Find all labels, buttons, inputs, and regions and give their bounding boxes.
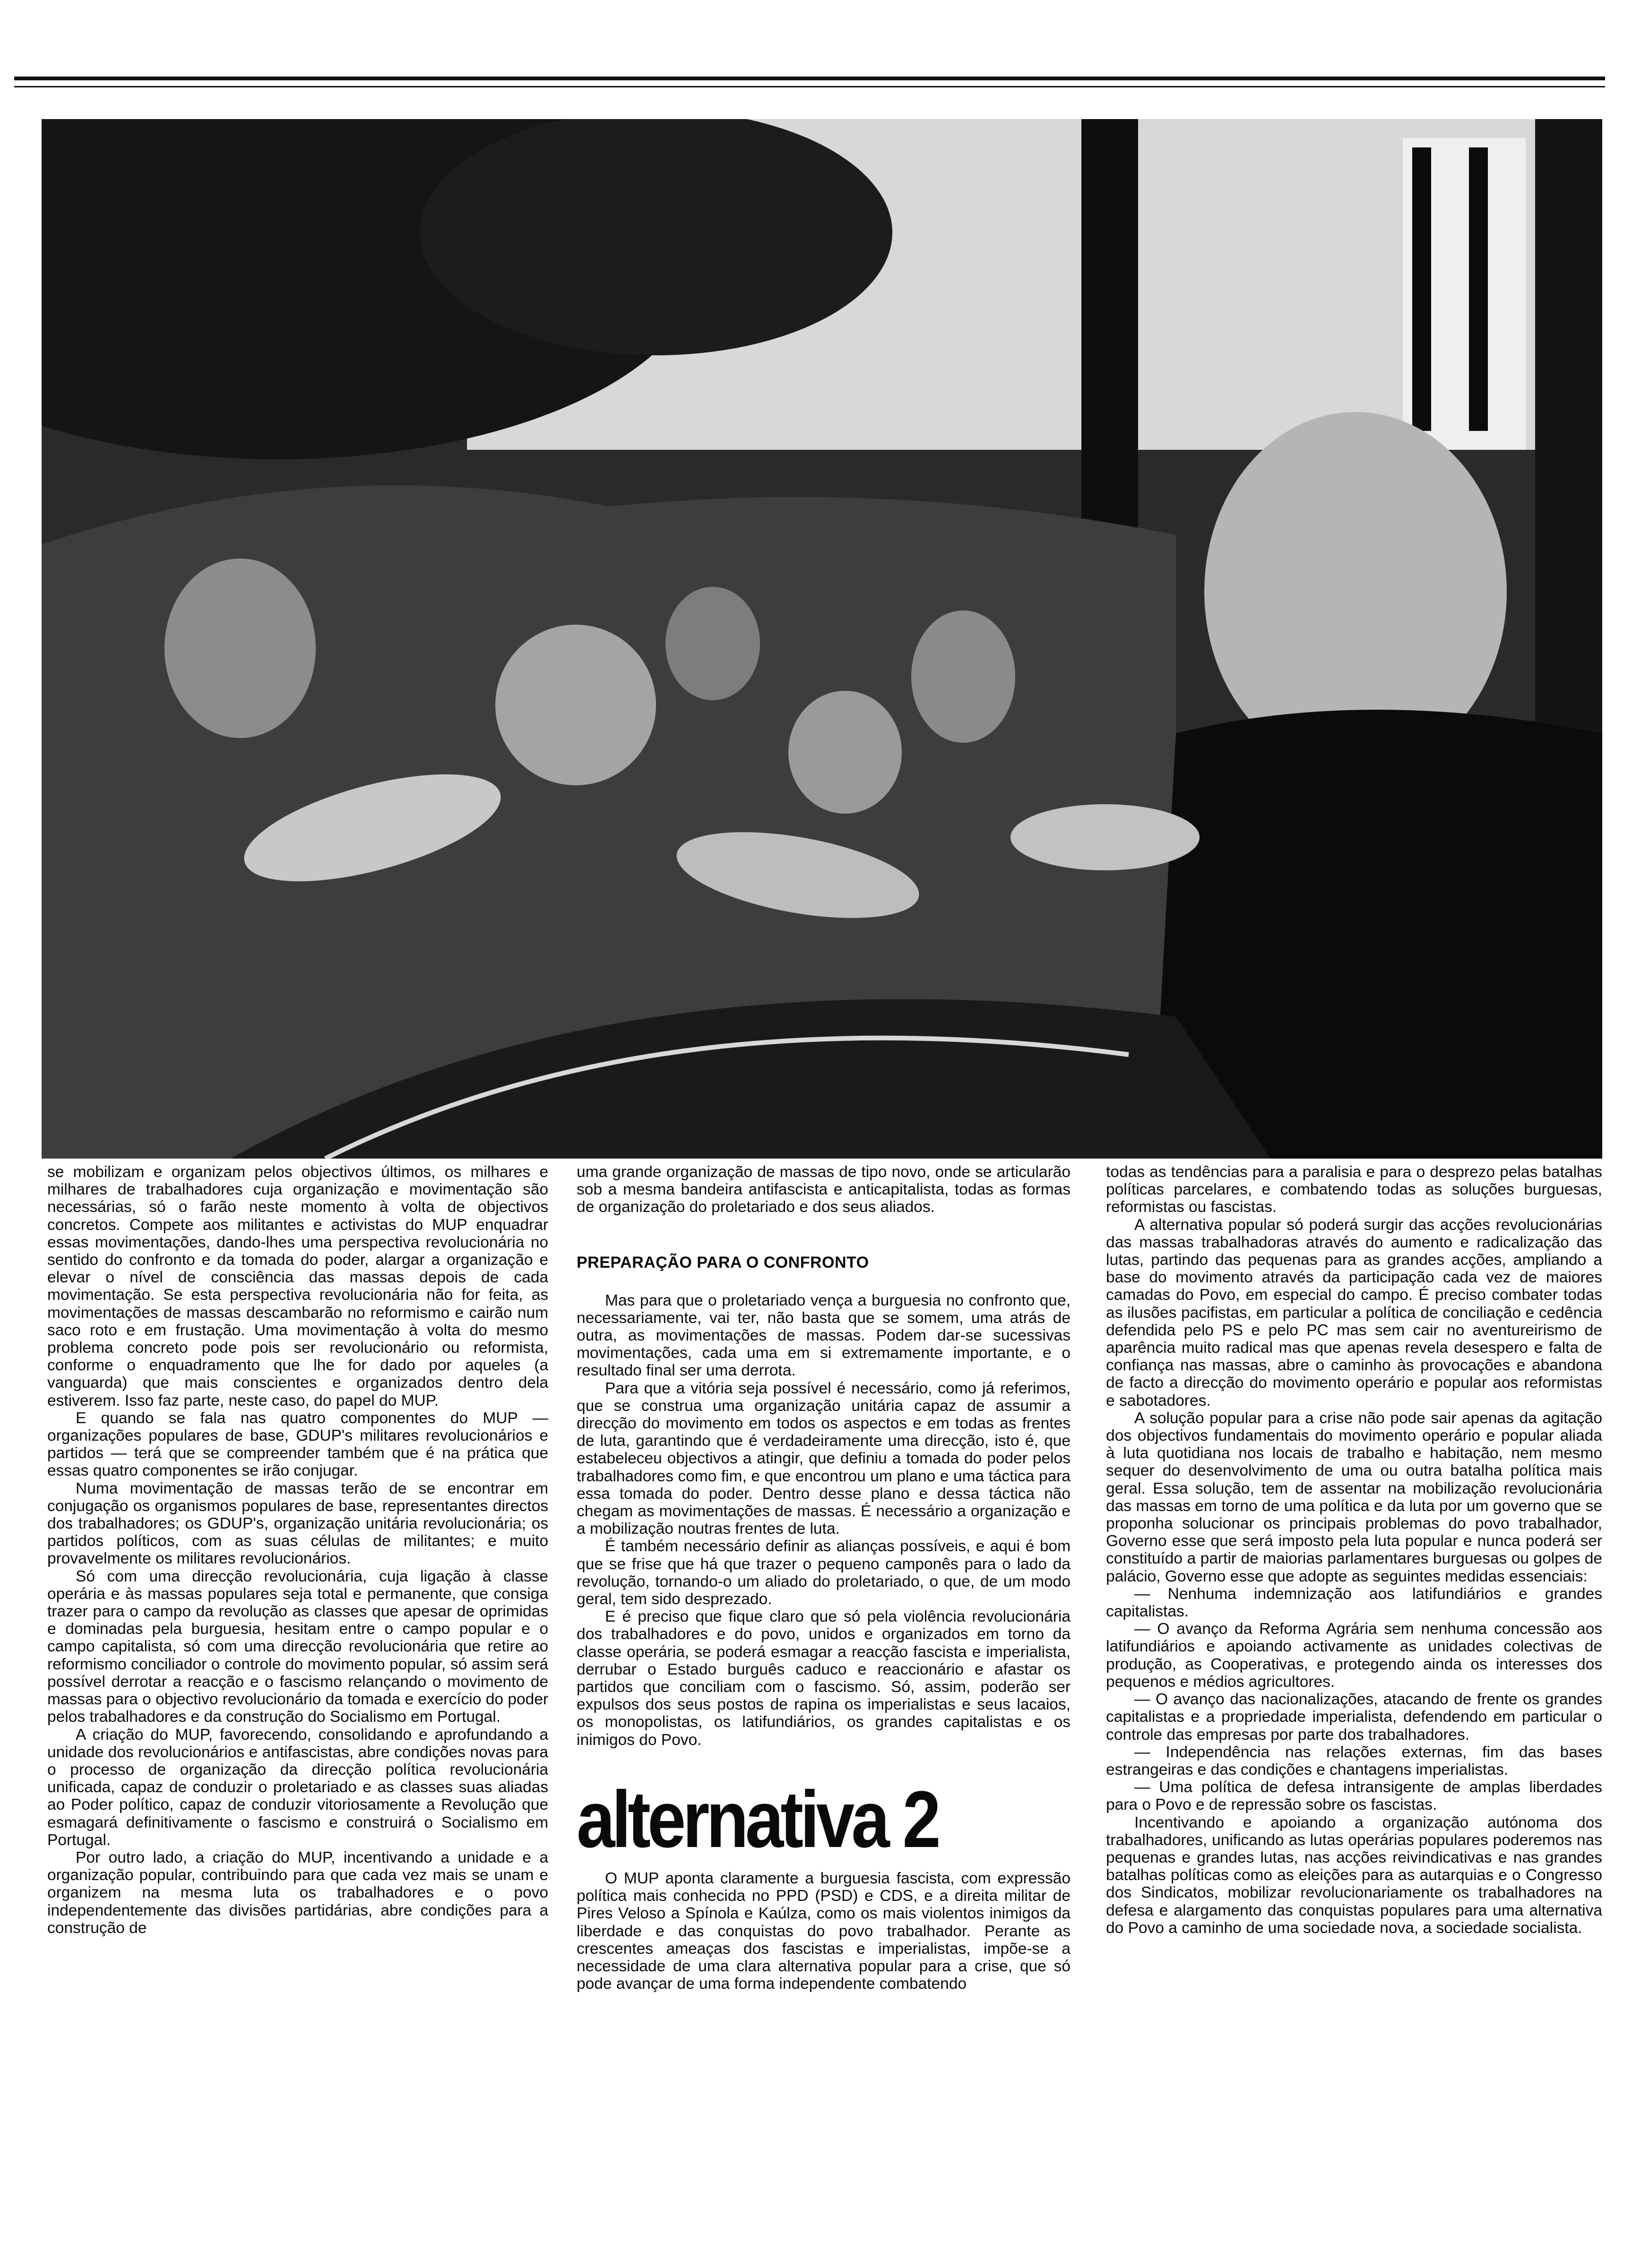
top-rule-thin (14, 86, 1605, 87)
section-subhead: PREPARAÇÃO PARA O CONFRONTO (577, 1253, 869, 1271)
list-item: — Uma política de defesa intransigente de amplas liberdades para o Povo e de repressão sobre os fascistas. (1106, 1778, 1602, 1814)
list-item: — Nenhuma indemnização aos latifundiários e grandes capitalistas. (1106, 1585, 1602, 1621)
list-item: — O avanço das nacionalizações, atacando de frente os grandes capitalistas e a propriedade imperialista, defendendo em particular o controle das empresas por parte dos trabalhadores. (1106, 1691, 1602, 1744)
crowd-photo (42, 119, 1602, 1159)
paragraph: A solução popular para a crise não pode sair apenas da agitação dos objectivos fundamentais do movimento operário e popular aliada à luta quotidiana nos locais de trabalho e habitação, nem mesmo sequer do desenvolvimento de uma ou outra batalha política mais geral. Essa solução, tem de assentar na mobilização revolucionária das massas em torno de uma política e da luta por um governo que se proponha solucionar os principais problemas do povo trabalhador, Governo esse que será imposto pela luta popular e nunca poderá ser constituído a partir de maiorias parlamentares burguesas ou golpes de palácio, Governo esse que adopte as seguintes medidas essenciais: (1106, 1409, 1602, 1585)
column-1 (47, 1163, 548, 1937)
photo-illustration (42, 119, 1602, 1159)
paragraph: A alternativa popular só poderá surgir das acções revolucionárias das massas trabalhadoras através do aumento e radicalização das lutas, partindo das pequenas para as grandes acções, ampliando a base do movimento através da participação cada vez de maiores camadas do Povo, em especial do campo. É preciso combater todas as ilusões pacifistas, em particular a política de conciliação e cedência defendida pelo PS e pelo PC mas sem cair no aventureirismo de aparência muito radical mas que apenas revela desespero e falta de confiança nas massas, abre o caminho às provocações e abandona de facto a direcção do movimento operário e popular aos reformistas e sabotadores. (1106, 1216, 1602, 1409)
paragraph: É também necessário definir as alianças possíveis, e aqui é bom que se frise que há que trazer o pequeno camponês para o lado da revolução, tornando-o um aliado do proletariado, o que, de um modo geral, tem sido desprezado. (577, 1538, 1071, 1608)
list-item: — Independência nas relações externas, fim das bases estrangeiras e das condições e chantagens imperialistas. (1106, 1743, 1602, 1778)
paragraph: O MUP aponta claramente a burguesia fascista, com expressão política mais conhecida no PPD (PSD) e CDS, e a direita militar de Pires Veloso a Spínola e Kaúlza, como os mais violentos inimigos da liberdade e das conquistas do povo trabalhador. Perante as crescentes ameaças dos fascistas e imperialistas, impõe-se a necessidade de uma clara alternativa popular para a crise, que só pode avançar de uma forma independente combatendo (577, 1869, 1071, 1993)
paragraph: E é preciso que fique claro que só pela violência revolucionária dos trabalhadores e do povo, unidos e organizados em torno da classe operária, se poderá esmagar a reacção fascista e imperialista, derrubar o Estado burguês caduco e reaccionário e afastar os partidos que conciliam com o fascismo. Só, assim, poderão ser expulsos dos seus postos de rapina os imperialistas e seus lacaios, os monopolistas, os latifundiários, os grandes capitalistas e os inimigos do Povo. (577, 1608, 1071, 1749)
paragraph: Numa movimentação de massas terão de se encontrar em conjugação os organismos populares de base, representantes directos dos trabalhadores; os GDUP's, organização unitária revolucionária; os partidos políticos, com as suas células de militantes; e muito provavelmente os militares revolucionários. (47, 1479, 548, 1568)
top-rule (14, 77, 1605, 80)
paragraph: Só com uma direcção revolucionária, cuja ligação à classe operária e às massas populares seja total e permanente, que consiga trazer para o campo da revolução as classes que apesar de oprimidas e dominadas pela burguesia, hesitam entre o campo popular e o campo capitalista, só com uma direcção revolucionária que retire ao reformismo conciliador o controle do movimento popular, só assim será possível derrotar a reacção e o fascismo relançando o movimento de massas para o objectivo revolucionário da tomada e exercício do poder pelos trabalhadores e da construção do Socialismo em Portugal. (47, 1567, 548, 1726)
column-2 (577, 1163, 1071, 1993)
paragraph: uma grande organização de massas de tipo novo, onde se articularão sob a mesma bandeira antifascista e anticapitalista, todas as formas de organização do proletariado e dos seus aliados. (577, 1163, 1071, 1216)
headline: alternativa 2 (577, 1774, 938, 1864)
paragraph: todas as tendências para a paralisia e para o desprezo pelas batalhas políticas parcelares, e combatendo todas as soluções burguesas, reformistas ou fascistas. (1106, 1163, 1602, 1216)
paragraph: A criação do MUP, favorecendo, consolidando e aprofundando a unidade dos revolucionários e antifascistas, abre condições novas para o processo de organização da direcção política revolucionária unificada, capaz de conduzir o proletariado e as classes suas aliadas ao Poder político, capaz de conduzir vitoriosamente a Revolução que esmagará definitivamente o fascismo e construirá o Socialismo em Portugal. (47, 1726, 548, 1849)
paragraph: E quando se fala nas quatro componentes do MUP — organizações populares de base, GDUP's militares revolucionários e partidos — terá que se compreender também que é na prática que essas quatro componentes se irão conjugar. (47, 1409, 548, 1480)
paragraph: Incentivando e apoiando a organização autónoma dos trabalhadores, unificando as lutas operárias populares poderemos nas pequenas e grandes lutas, nas acções reivindicativas e nas grandes batalhas políticas como as eleições para as autarquias e o Congresso dos Sindicatos, mobilizar revolucionariamente os trabalhadores na defesa e alargamento das conquistas populares para uma alternativa do Povo a caminho de uma sociedade nova, a sociedade socialista. (1106, 1813, 1602, 1937)
paragraph: Por outro lado, a criação do MUP, incentivando a unidade e a organização popular, contribuindo para que cada vez mais se unam e organizem na mesma luta os trabalhadores e o povo independentemente das divisões partidárias, abre condições para a construção de (47, 1848, 548, 1937)
paragraph: se mobilizam e organizam pelos objectivos últimos, os milhares e milhares de trabalhadores cuja organização e movimentação são necessárias, só o farão neste momento à volta de objectivos concretos. Compete aos militantes e activistas do MUP enquadrar essas movimentações, dando-lhes uma perspectiva revolucionária no sentido do confronto e da tomada do poder, alargar a organização e elevar o nível de consciência das massas depois de cada movimentação. Se esta perspectiva revolucionária não for feita, as movimentações de massas descambarão no reformismo e cairão num saco roto e em frustação. Uma movimentação à volta do mesmo problema concreto pode pois ser revolucionário ou reformista, conforme o enquadramento que lhe for dado por aqueles (a vanguarda) que mais conscientes e organizados dentro dela estiverem. Isso faz parte, neste caso, do papel do MUP. (47, 1163, 548, 1409)
paragraph: Para que a vitória seja possível é necessário, como já referimos, que se construa uma organização unitária capaz de assumir a direcção do movimento em todos os aspectos e em todas as frentes de luta, garantindo que é verdadeiramente uma direcção, isto é, que estabeleceu objectivos a atingir, que definiu a tomada do poder pelos trabalhadores como fim, e que encontrou um plano e uma táctica para essa tomada do poder. Dentro desse plano e dessa táctica não chegam as movimentações de massas. É necessário a organização e a mobilização noutras frentes de luta. (577, 1379, 1071, 1538)
list-item: — O avanço da Reforma Agrária sem nenhuma concessão aos latifundiários e apoiando activamente as unidades colectivas de produção, as Cooperativas, e protegendo ainda os interesses dos pequenos e médios agricultores. (1106, 1620, 1602, 1691)
paragraph: Mas para que o proletariado vença a burguesia no confronto que, necessariamente, vai ter, não basta que se somem, uma atrás de outra, as movimentações de massas. Podem dar-se sucessivas movimentações, cada uma em si extremamente importante, e o resultado final ser uma derrota. (577, 1291, 1071, 1380)
column-3 (1106, 1163, 1602, 1937)
